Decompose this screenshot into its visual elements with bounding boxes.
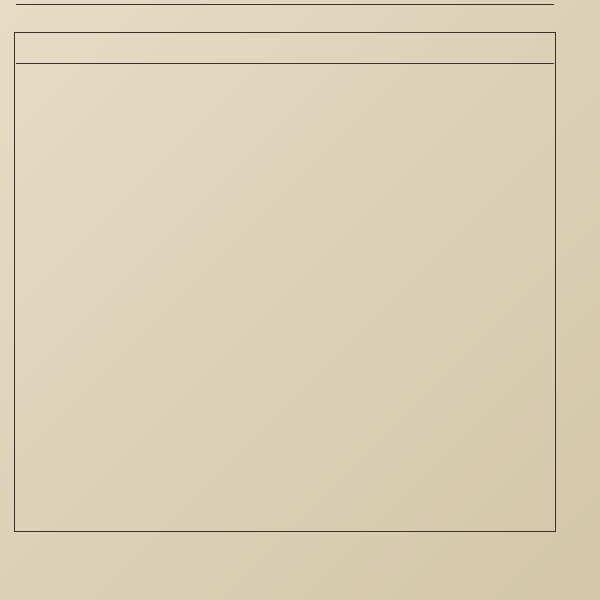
footer <box>0 537 30 548</box>
yardage-chart-frame <box>14 32 556 532</box>
notes-block <box>18 0 552 8</box>
notes-rule <box>16 4 554 5</box>
sizes-header-row <box>16 50 554 63</box>
header-rule <box>16 63 554 64</box>
yardage-chart <box>16 50 554 64</box>
